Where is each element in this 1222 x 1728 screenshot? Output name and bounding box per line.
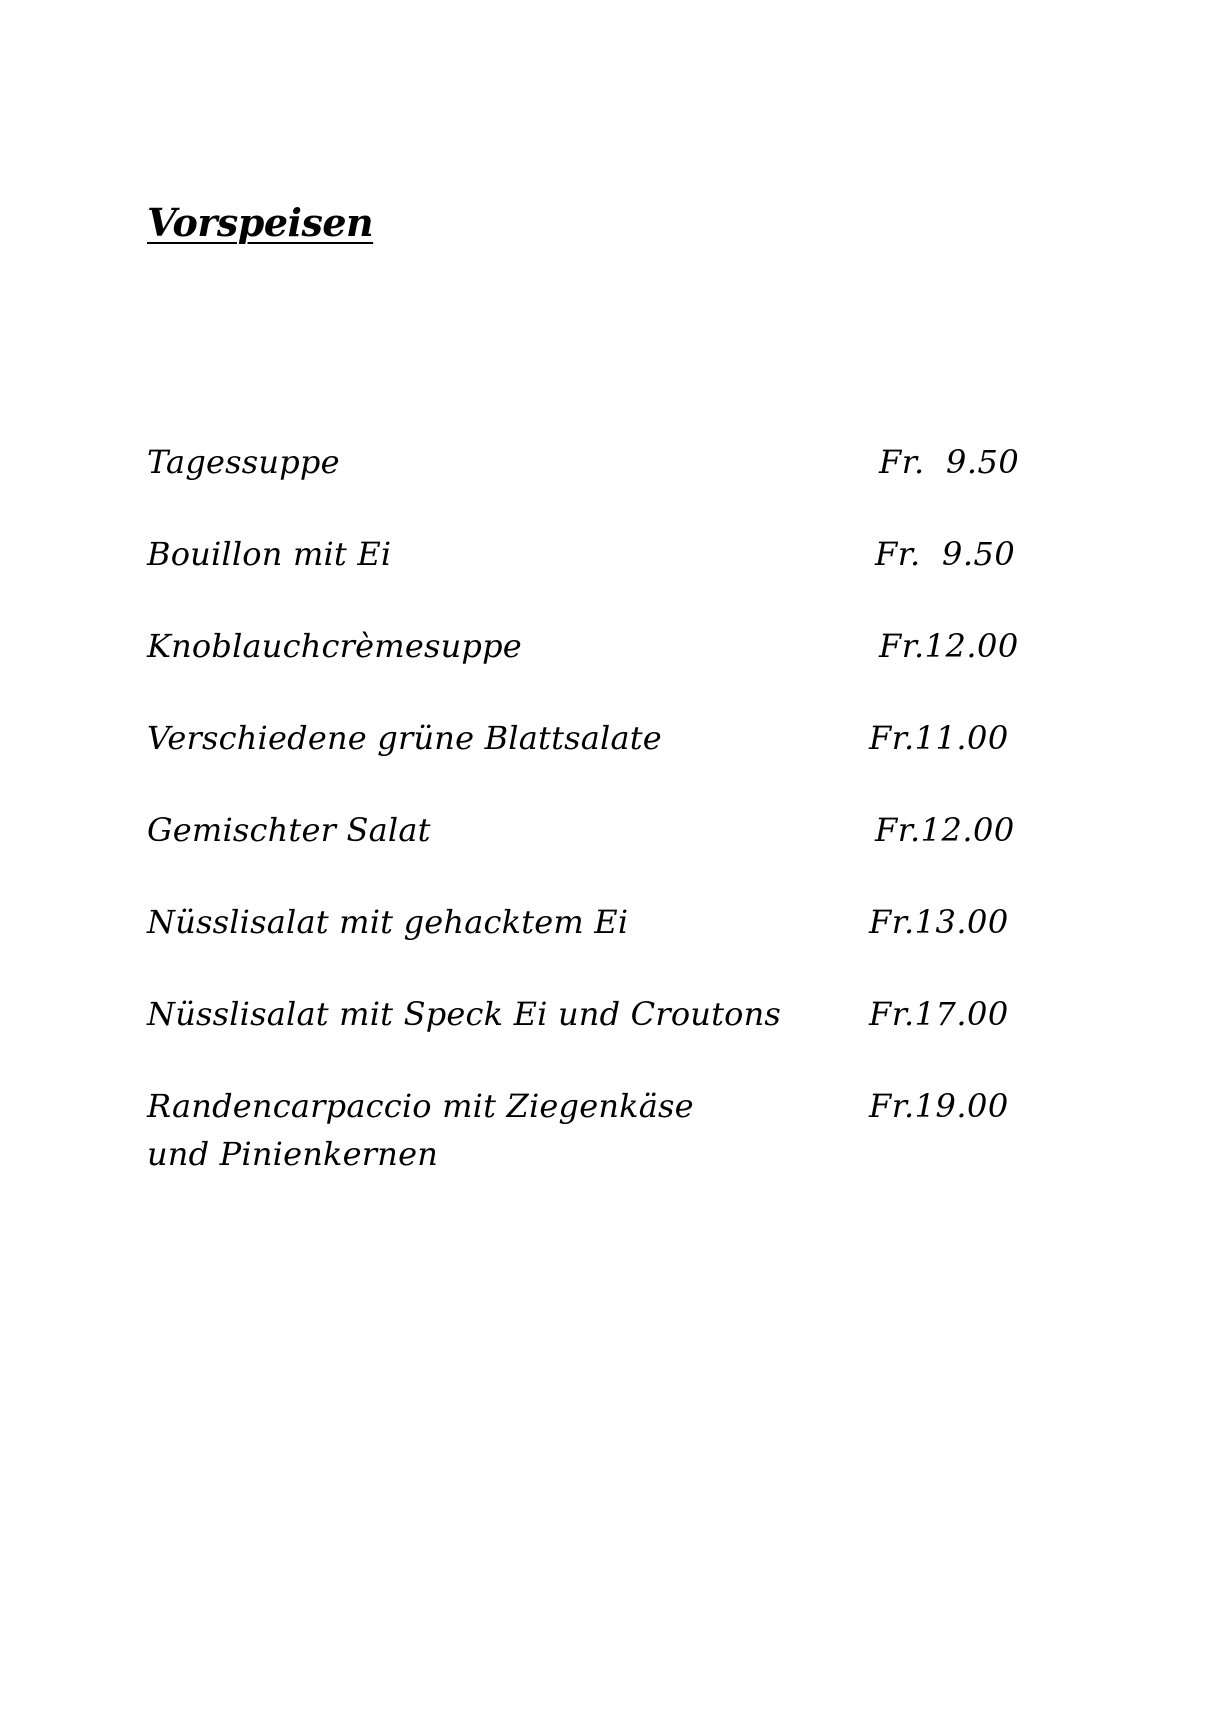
menu-item-price: Fr.12.00: [875, 811, 1015, 849]
menu-item-price: Fr.12.00: [879, 627, 1019, 665]
menu-item-name: Nüsslisalat mit gehacktem Ei: [147, 903, 629, 941]
menu-item-name: Bouillon mit Ei: [147, 535, 392, 573]
menu-item-name: Verschiedene grüne Blattsalate: [147, 719, 662, 757]
menu-item-price: Fr. 9.50: [879, 443, 1020, 481]
menu-item-name: Gemischter Salat: [147, 811, 431, 849]
menu-item-price: Fr. 9.50: [875, 535, 1016, 573]
menu-item-name: Knoblauchcrèmesuppe: [147, 627, 522, 665]
menu-item-name: Randencarpaccio mit Ziegenkäse und Pinienkernen: [147, 1087, 694, 1173]
menu-item-price: Fr.17.00: [869, 995, 1009, 1033]
section-title: Vorspeisen: [147, 200, 374, 245]
menu-item-price: Fr.11.00: [869, 719, 1009, 757]
menu-item-name: Nüsslisalat mit Speck Ei und Croutons: [147, 995, 782, 1033]
menu-item-price: Fr.13.00: [869, 903, 1009, 941]
menu-item-price: Fr.19.00: [869, 1087, 1009, 1125]
menu-item-name: Tagessuppe: [147, 443, 340, 481]
